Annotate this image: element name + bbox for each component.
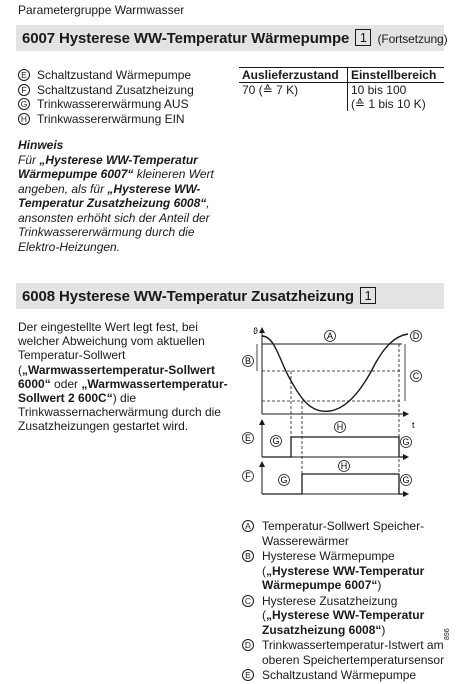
legend-item xyxy=(18,83,194,98)
marker-h: H xyxy=(18,113,30,125)
legend-text: Schaltzustand Wärmepumpe xyxy=(37,68,192,83)
svg-text:G: G xyxy=(402,437,410,447)
heatpump-state-chart xyxy=(243,420,412,457)
svg-text:H: H xyxy=(340,461,348,471)
section-6007-number-box: 1 xyxy=(355,29,371,46)
section-6008-number-box: 1 xyxy=(360,287,376,304)
continuation-label: (Fortsetzung) xyxy=(377,32,448,46)
marker-b: B xyxy=(242,550,254,562)
description-text: Der eingestellte Wert legt fest, bei welcher Abweichung vom aktuellen Temperatur-Sollwert („Warmwassertemperatur-Sollwert 6000“ oder „Warmwassertemperatur-Sollwert 2 600C“) die Trinkwassernacherwärmung durch die Zusatzheizungen gestartet wird. xyxy=(18,320,228,434)
range-value: 10 bis 100 (≙ 1 bis 10 K) xyxy=(347,83,444,112)
legend-text: Schaltzustand Zusatzheizung xyxy=(37,82,194,97)
hint-heading: Hinweis xyxy=(18,138,64,152)
svg-text:B: B xyxy=(244,356,252,366)
legend-switch-states xyxy=(18,68,194,126)
legend-item xyxy=(242,594,454,638)
svg-text:F: F xyxy=(245,471,251,481)
svg-text:D: D xyxy=(412,331,420,341)
t-label: t xyxy=(412,420,415,430)
legend-item xyxy=(242,638,454,667)
side-code: 896 xyxy=(444,628,451,640)
temperature-curve xyxy=(262,334,408,411)
hysteresis-diagram xyxy=(240,324,420,504)
marker-a: A xyxy=(242,520,254,532)
temperature-chart xyxy=(243,326,422,474)
marker-d: D xyxy=(242,639,254,651)
legend-text: Trinkwassertemperatur-Istwert am oberen Speichertemperatursensor xyxy=(262,638,445,667)
legend-item xyxy=(18,68,194,83)
svg-text:A: A xyxy=(326,331,334,341)
marker-f: F xyxy=(18,84,30,96)
svg-text:G: G xyxy=(280,475,288,485)
hint-text: Für „Hysterese WW-Temperatur Wärmepumpe 6007“ kleineren Wert angeben, als für „Hysterese WW-Temperatur Zusatzheizung 6008“, ansonsten erhöht sich der Anteil der Trinkwassererwärmung durch die Elektro-Heizungen. xyxy=(18,152,214,254)
marker-c: C xyxy=(242,595,254,607)
settings-table xyxy=(239,67,444,111)
legend-item xyxy=(18,112,194,127)
table-header-default: Auslieferzustand xyxy=(239,68,347,83)
auxheater-state-chart xyxy=(243,461,412,495)
theta-label: ϑ xyxy=(253,326,258,336)
legend-text: Hysterese Wärmepumpe („Hysterese WW-Temperatur Wärmepumpe 6007“) xyxy=(262,549,425,592)
page-header: Parametergruppe Warmwasser xyxy=(18,3,185,17)
legend-text: Temperatur-Sollwert Speicher-Wasserewärmer xyxy=(262,519,425,548)
legend-text: Hysterese Zusatzheizung („Hysterese WW-Temperatur Zusatzheizung 6008“) xyxy=(262,593,425,637)
svg-text:G: G xyxy=(272,436,280,446)
svg-text:C: C xyxy=(412,371,420,381)
hint-box xyxy=(18,138,228,254)
legend-item xyxy=(242,519,454,548)
section-6007-bar xyxy=(16,25,448,51)
default-value: 70 (≙ 7 K) xyxy=(242,83,299,97)
diagram-legend xyxy=(242,519,454,684)
marker-g: G xyxy=(18,98,30,110)
legend-text: Trinkwassererwärmung AUS xyxy=(37,97,189,112)
legend-item xyxy=(18,97,194,112)
section-6008-title: 6008 Hysterese WW-Temperatur Zusatzheizung 1 xyxy=(22,287,376,305)
section-6008-bar xyxy=(16,283,444,309)
marker-e: E xyxy=(18,69,30,81)
heatpump-signal xyxy=(262,437,406,457)
legend-text: Trinkwassererwärmung EIN xyxy=(37,111,185,126)
section-6007-title: 6007 Hysterese WW-Temperatur Wärmepumpe 1 (Fortsetzung) xyxy=(22,30,448,47)
svg-text:E: E xyxy=(244,433,252,443)
svg-text:H: H xyxy=(336,422,344,432)
legend-text: Schaltzustand Wärmepumpe xyxy=(262,668,417,682)
legend-item xyxy=(242,549,454,593)
marker-e: E xyxy=(242,669,254,681)
table-header-range: Einstellbereich xyxy=(347,68,444,83)
legend-item xyxy=(242,668,454,683)
svg-text:G: G xyxy=(402,475,410,485)
